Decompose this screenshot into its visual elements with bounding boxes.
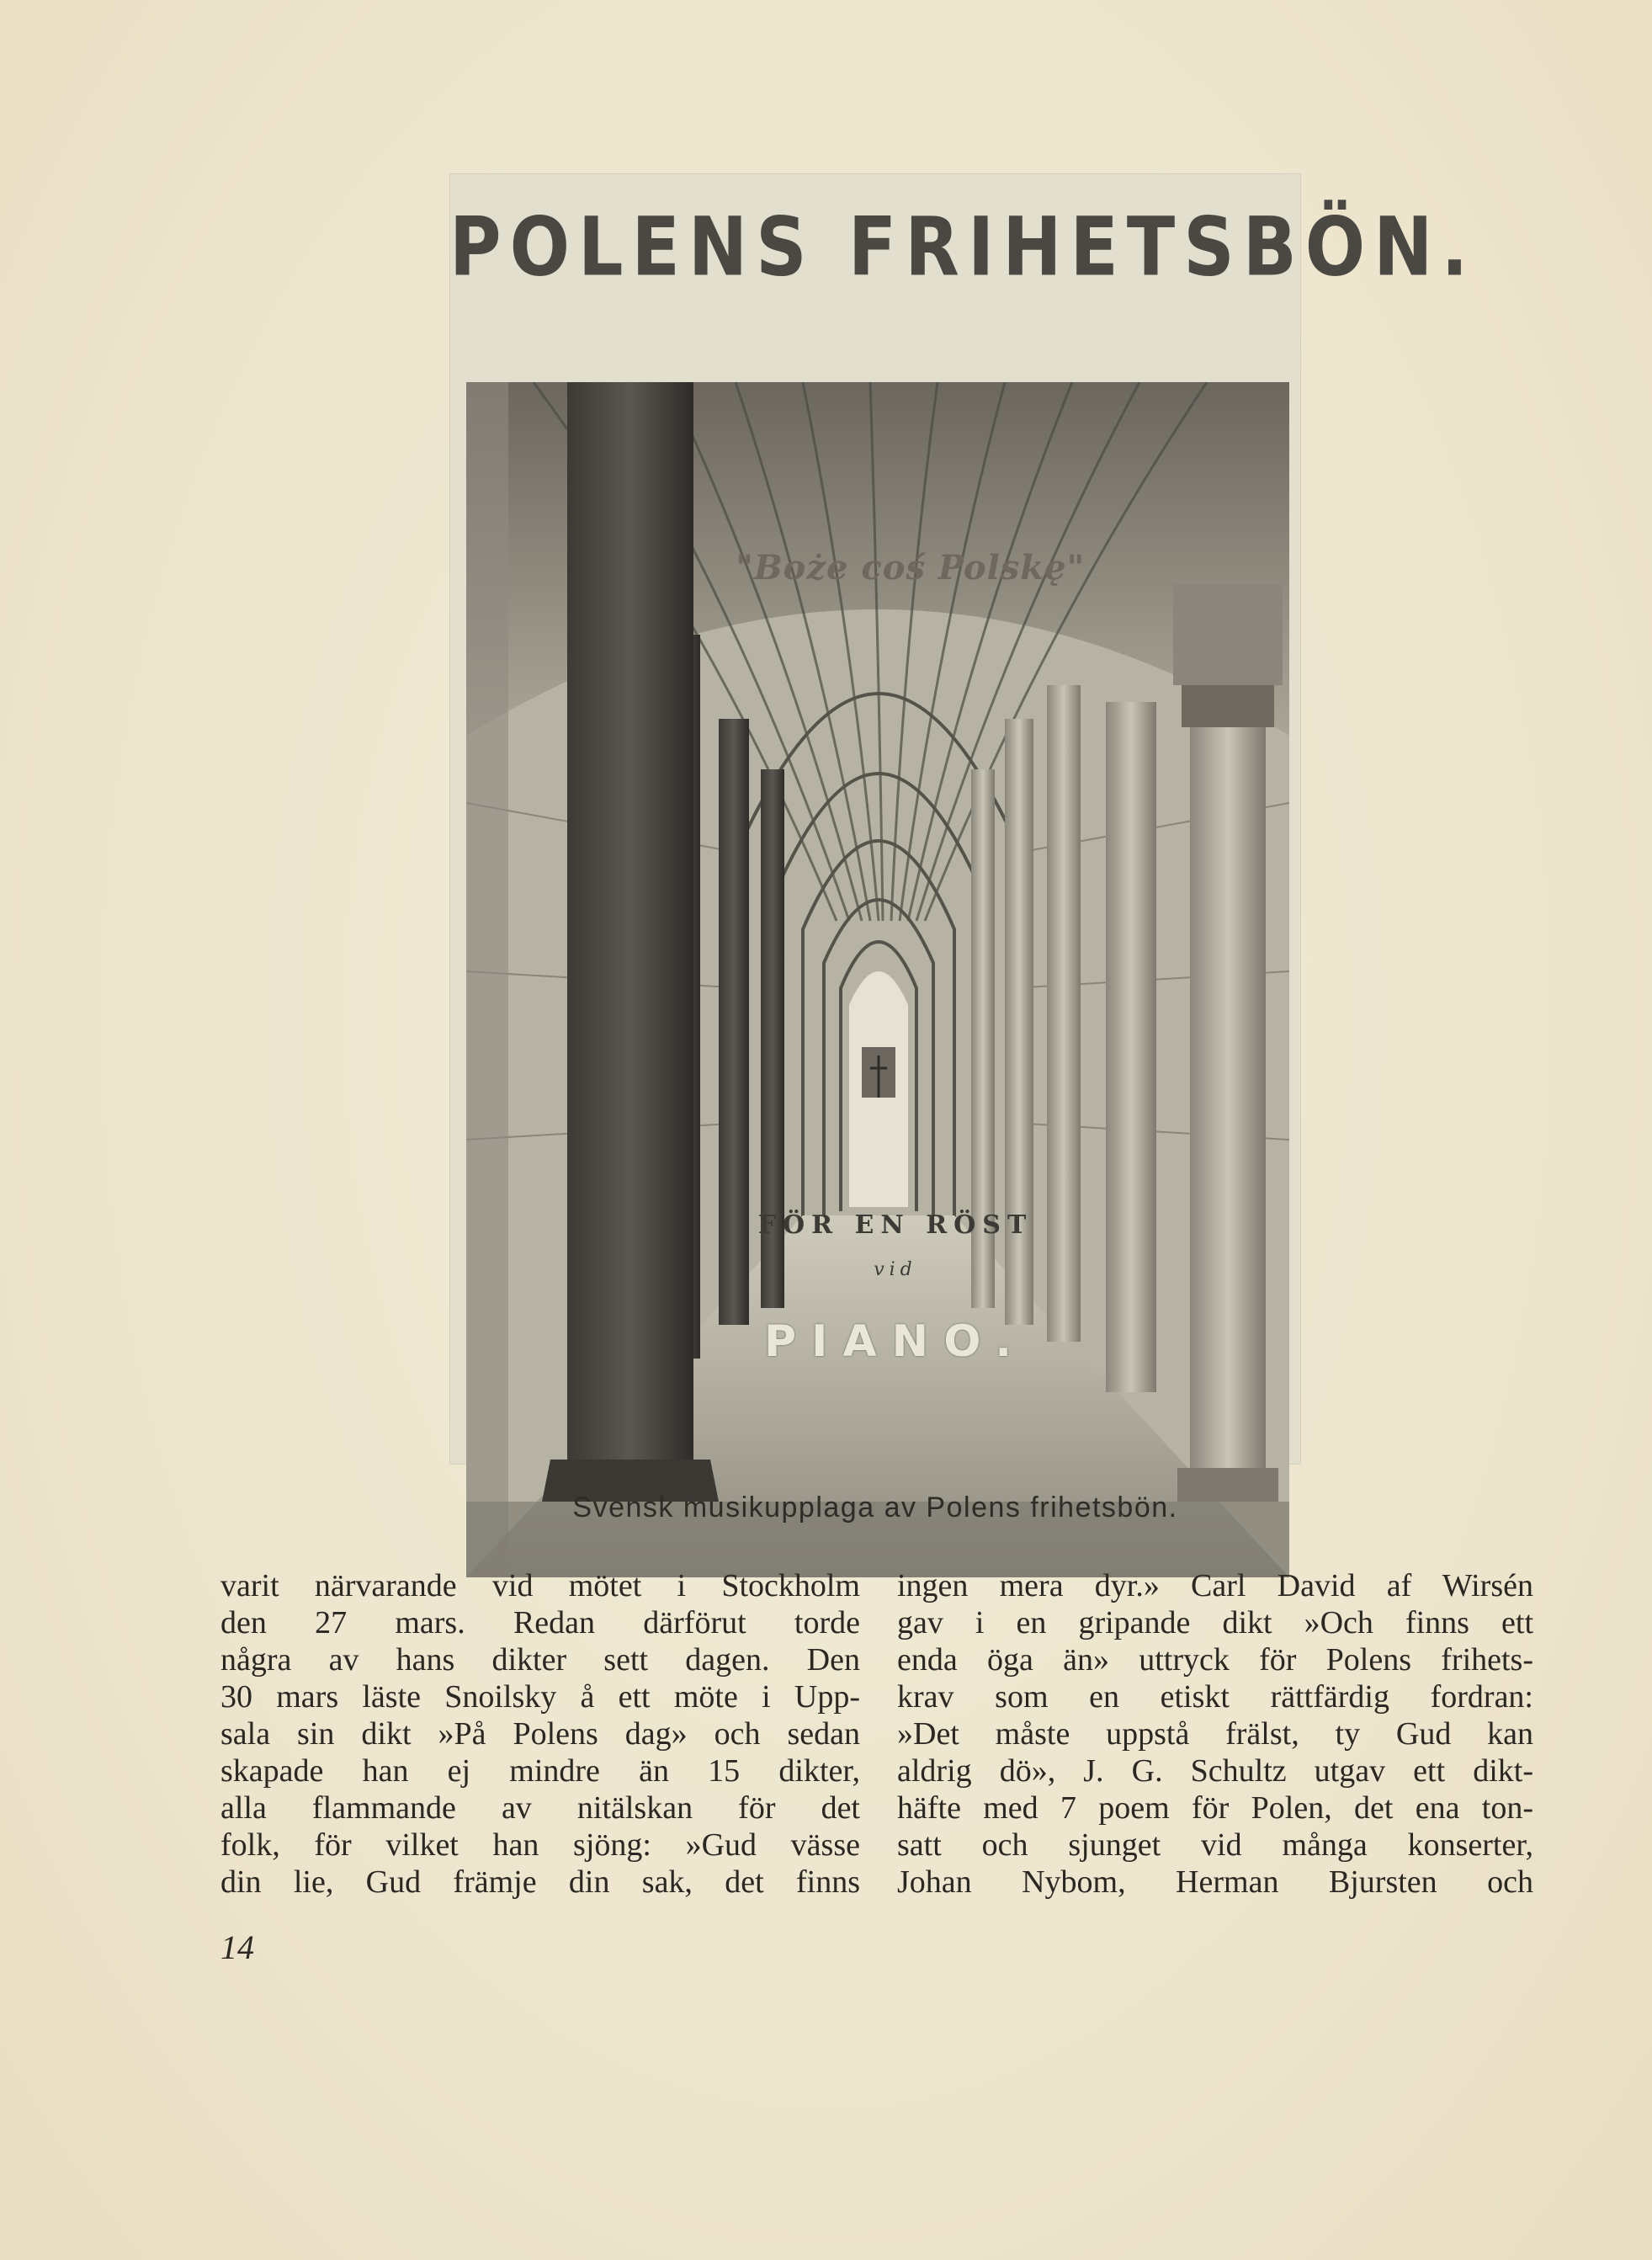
text-line: ingen mera dyr.» Carl David af Wirsén <box>897 1568 1533 1603</box>
plate-voice-line: FÖR EN RÖST <box>757 1210 1033 1240</box>
plate-title: POLENS FRIHETSBÖN. <box>449 199 1477 295</box>
text-line: gav i en gripande dikt »Och finns ett <box>897 1605 1533 1640</box>
text-line: 30 mars läste Snoilsky å ett möte i Upp- <box>220 1679 860 1715</box>
plate-subtitle: "Boże coś Polskę" <box>736 548 1086 588</box>
text-line: Johan Nybom, Herman Bjursten och <box>897 1864 1533 1900</box>
figure-caption: Svensk musikupplaga av Polens frihetsbön. <box>572 1492 1178 1524</box>
text-line: din lie, Gud främje din sak, det finns <box>220 1864 860 1900</box>
text-line: alla flammande av nitälskan för det <box>220 1790 860 1826</box>
text-line: krav som en etiskt rättfärdig fordran: <box>897 1679 1533 1715</box>
page-number: 14 <box>220 1928 254 1966</box>
text-line: den 27 mars. Redan därförut torde <box>220 1605 860 1640</box>
text-line: häfte med 7 poem för Polen, det ena ton- <box>897 1790 1533 1826</box>
illustration-plate <box>449 173 1477 1465</box>
plate-piano-line: PIANO. <box>763 1316 1028 1367</box>
text-line: »Det måste uppstå frälst, ty Gud kan <box>897 1716 1533 1752</box>
text-line: skapade han ej mindre än 15 dikter, <box>220 1753 860 1789</box>
text-line: några av hans dikter sett dagen. Den <box>220 1642 860 1678</box>
text-line: enda öga än» uttryck för Polens frihets- <box>897 1642 1533 1678</box>
text-line: folk, för vilket han sjöng: »Gud vässe <box>220 1827 860 1863</box>
text-line: varit närvarande vid mötet i Stockholm <box>220 1568 860 1603</box>
text-line: sala sin dikt »På Polens dag» och sedan <box>220 1716 860 1752</box>
text-line: aldrig dö», J. G. Schultz utgav ett dikt- <box>897 1753 1533 1789</box>
text-column-right <box>897 1567 1533 1901</box>
text-line: satt och sjunget vid många konserter, <box>897 1827 1533 1863</box>
plate-vid-line: vid <box>874 1259 917 1280</box>
text-column-left <box>220 1567 860 1901</box>
